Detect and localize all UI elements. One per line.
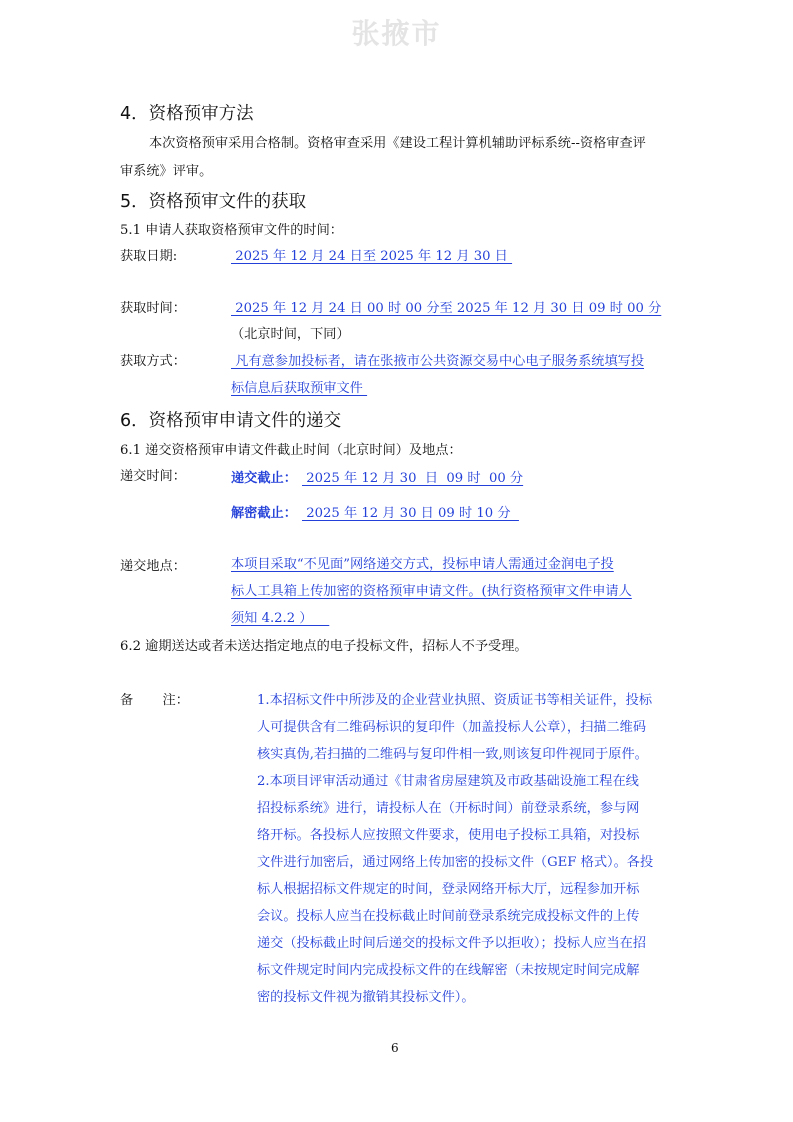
section-4-heading: 4．资格预审方法 [120, 104, 254, 124]
get-time-note: （北京时间，下同） [231, 327, 350, 342]
section-6-heading: 6．资格预审申请文件的递交 [120, 411, 342, 431]
remarks-line: 核实真伪,若扫描的二维码与复印件相一致,则该复印件视同于原件。 [257, 747, 648, 762]
section-4-paragraph-line-1: 本次资格预审采用合格制。资格审查采用《建设工程计算机辅助评标系统--资格审查评 [149, 136, 646, 151]
section-5-1-text: 5.1 申请人获取资格预审文件的时间： [120, 223, 343, 238]
page-number: 6 [391, 1041, 399, 1055]
watermark-text: 张掖市 [351, 17, 442, 50]
get-time-label: 获取时间： [120, 301, 186, 316]
remarks-line: 络开标。各投标人应按照文件要求，使用电子投标工具箱，对投标 [257, 828, 640, 843]
decrypt-value: 2025 年 12 月 30 日 09 时 10 分 [302, 506, 519, 521]
deadline-label: 递交截止： [231, 471, 297, 486]
remarks-line: 招投标系统》进行，请投标人在（开标时间）前登录系统，参与网 [257, 801, 640, 816]
section-4-paragraph-line-2: 审系统》评审。 [120, 164, 213, 179]
get-date-label: 获取日期: [120, 249, 178, 264]
submit-place-line-1: 本项目采取“不见面”网络递交方式，投标申请人需通过金润电子投 [231, 557, 614, 572]
section-5-heading: 5．资格预审文件的获取 [120, 192, 307, 212]
remarks-line: 文件进行加密后，通过网络上传加密的投标文件（GEF 格式）。各投 [257, 855, 654, 870]
remarks-label: 备 注： [120, 693, 189, 708]
remarks-line: 标文件规定时间内完成投标文件的在线解密（未按规定时间完成解 [257, 963, 640, 978]
get-method-label: 获取方式： [120, 354, 186, 369]
submit-place-line-2: 标人工具箱上传加密的资格预审申请文件。(执行资格预审文件申请人 [231, 584, 632, 599]
remarks-line: 密的投标文件视为撤销其投标文件）。 [257, 990, 475, 1005]
remarks-line: 人可提供含有二维码标识的复印件（加盖投标人公章），扫描二维码 [257, 720, 647, 735]
remarks-line: 1.本招标文件中所涉及的企业营业执照、资质证书等相关证件，投标 [257, 693, 653, 708]
section-6-2-text: 6.2 逾期送达或者未送达指定地点的电子投标文件，招标人不予受理。 [120, 639, 528, 654]
remarks-line: 递交（投标截止时间后递交的投标文件予以拒收）；投标人应当在招 [257, 936, 647, 951]
remarks-line: 标人根据招标文件规定的时间，登录网络开标大厅，远程参加开标 [257, 882, 640, 897]
section-6-1-text: 6.1 递交资格预审申请文件截止时间（北京时间）及地点： [120, 443, 462, 458]
decrypt-label: 解密截止： [231, 506, 297, 521]
get-method-line-2: 标信息后获取预审文件 [231, 381, 368, 396]
get-method-line-1: 凡有意参加投标者，请在张掖市公共资源交易中心电子服务系统填写投 [231, 354, 645, 369]
remarks-line: 会议。投标人应当在投标截止时间前登录系统完成投标文件的上传 [257, 909, 640, 924]
submit-place-line-3: 须知 4.2.2 ） [231, 611, 330, 626]
remarks-line: 2.本项目评审活动通过《甘肃省房屋建筑及市政基础设施工程在线 [257, 774, 639, 789]
get-date-value: 2025 年 12 月 24 日至 2025 年 12 月 30 日 [231, 249, 513, 264]
get-time-value: 2025 年 12 月 24 日 00 时 00 分至 2025 年 12 月 30 日 09 时 00 分 [231, 301, 662, 316]
submit-place-label: 递交地点： [120, 559, 186, 574]
deadline-value: 2025 年 12 月 30 日 09 时 00 分 [302, 471, 524, 486]
submit-time-label: 递交时间： [120, 469, 186, 484]
